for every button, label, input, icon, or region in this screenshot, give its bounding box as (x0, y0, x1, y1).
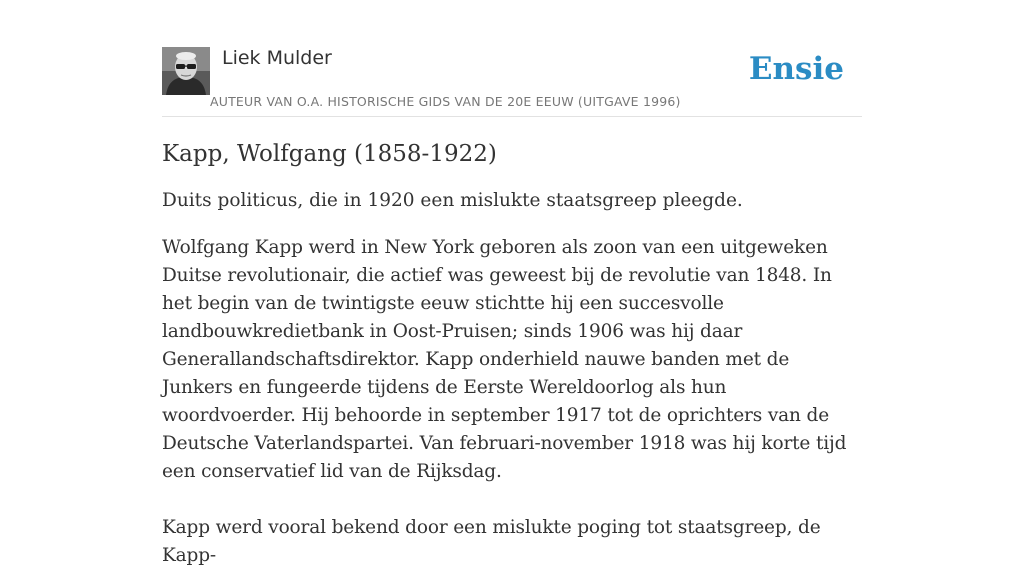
article-lead: Duits politicus, die in 1920 een mislukte staatsgreep pleegde. (162, 190, 743, 211)
author-bio: AUTEUR VAN O.A. HISTORISCHE GIDS VAN DE 20E EEUW (UITGAVE 1996) (210, 94, 681, 109)
article-paragraph: Kapp werd vooral bekend door een mislukte poging tot staatsgreep, de Kapp- (162, 517, 821, 566)
article (162, 137, 862, 570)
author-name[interactable]: Liek Mulder (222, 47, 332, 69)
ensie-logo[interactable]: Ensie (748, 51, 844, 87)
article-paragraph: Wolfgang Kapp werd in New York geboren als zoon van een uitgeweken Duitse revolutionair, die actief was geweest bij de revolutie van 1848. In het begin van de twintigste eeuw stichtte hij een succesvolle landbouwkredietbank in Oost-Pruisen; sinds 1906 was hij daar Generallandschaftsdirektor. Kapp onderhield nauwe banden met de Junkers en fungeerde tijdens de Eerste Wereldoorlog als hun woordvoerder. Hij behoorde in september 1917 tot de oprichters van de Deutsche Vaterlandspartei. Van februari-november 1918 was hij korte tijd een conservatief lid van de Rijksdag. (162, 237, 847, 482)
author-avatar-image (162, 47, 210, 95)
author-avatar[interactable] (162, 47, 210, 95)
author-header (162, 44, 862, 117)
article-title: Kapp, Wolfgang (1858-1922) (162, 141, 497, 167)
